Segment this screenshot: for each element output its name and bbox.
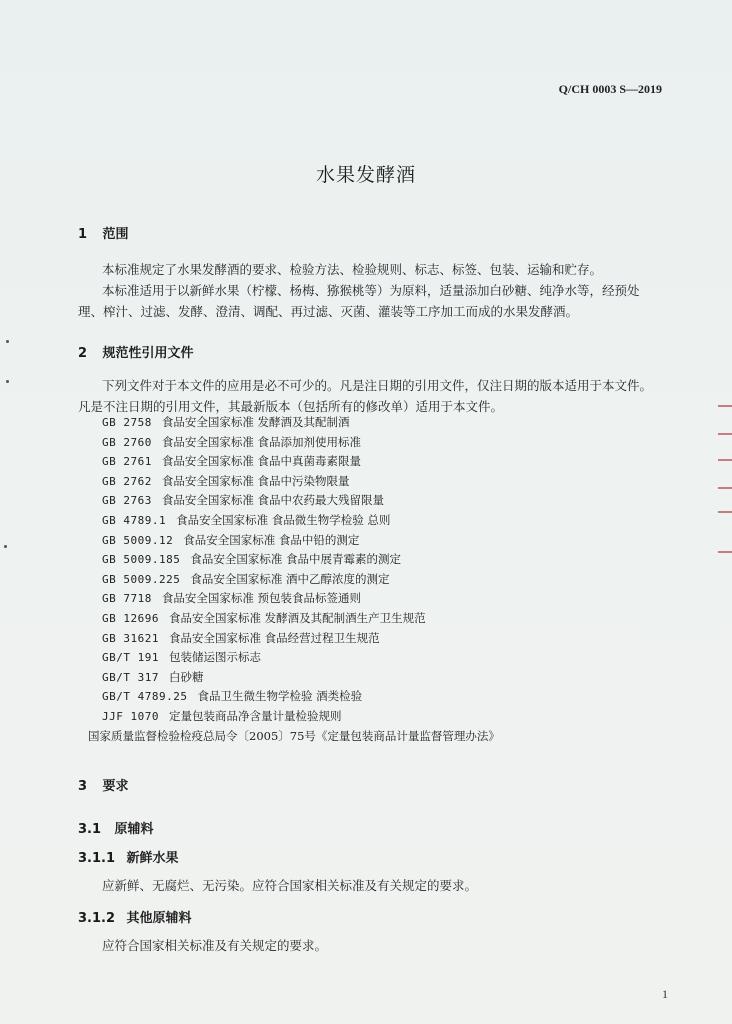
- reference-title: 食品安全国家标准 食品微生物学检验 总则: [176, 512, 391, 527]
- document-code: Q/CH 0003 S—2019: [558, 82, 662, 96]
- section-title: 其他原辅料: [126, 911, 192, 926]
- scan-speck: [6, 380, 9, 383]
- reference-list: [88, 413, 500, 746]
- paragraph-continuation: 理、榨汁、过滤、发酵、澄清、调配、再过滤、灭菌、灌装等工序加工而成的水果发酵酒。: [78, 304, 579, 319]
- section-number: 3.1.1: [78, 851, 116, 866]
- reference-code: GB/T 4789.25: [102, 690, 188, 704]
- scan-edge-mark: [718, 405, 732, 555]
- reference-title: 食品安全国家标准 食品中农药最大残留限量: [161, 493, 385, 508]
- reference-title: 定量包装商品净含量计量检验规则: [168, 708, 342, 723]
- reference-code: GB 2761: [102, 455, 152, 469]
- reference-code: GB 5009.12: [102, 533, 174, 547]
- reference-item: [102, 491, 500, 511]
- paragraph: 本标准规定了水果发酵酒的要求、检验方法、检验规则、标志、标签、包装、运输和贮存。: [102, 262, 603, 277]
- scan-speck: [6, 340, 9, 343]
- section-3-1-2-body: [78, 935, 668, 956]
- section-title: 规范性引用文件: [102, 346, 194, 361]
- reference-item: [102, 433, 500, 453]
- section-1-heading: [78, 223, 129, 242]
- reference-title: 食品安全国家标准 食品中展青霉素的测定: [190, 552, 402, 567]
- section-3-1-1-heading: [78, 847, 179, 866]
- reference-code: GB 5009.185: [102, 553, 181, 567]
- reference-item: [102, 609, 500, 629]
- page-number: 1: [662, 987, 668, 1001]
- paragraph-continuation: 凡是不注日期的引用文件，其最新版本（包括所有的修改单）适用于本文件。: [78, 399, 504, 414]
- reference-item: [102, 648, 500, 668]
- reference-item: [102, 687, 500, 707]
- section-number: 3.1.2: [78, 911, 116, 926]
- reference-item: [102, 707, 500, 727]
- reference-title: 包装储运图示标志: [168, 650, 261, 665]
- reference-code: GB 2763: [102, 494, 152, 508]
- reference-code: GB 5009.225: [102, 572, 181, 586]
- reference-code: GB 12696: [102, 611, 159, 625]
- paragraph: 应符合国家相关标准及有关规定的要求。: [102, 938, 328, 953]
- reference-item: [102, 531, 500, 551]
- reference-title: 白砂糖: [168, 669, 204, 684]
- section-number: 3.1: [78, 822, 102, 837]
- section-number: 2: [78, 346, 88, 361]
- reference-item: [102, 472, 500, 492]
- reference-code: GB 2762: [102, 474, 152, 488]
- section-2-heading: [78, 342, 194, 361]
- reference-item: 国家质量监督检验检疫总局令〔2005〕75号《定量包装商品计量监督管理办法》: [88, 728, 500, 743]
- reference-code: GB 4789.1: [102, 513, 167, 527]
- section-number: 1: [78, 227, 88, 242]
- reference-title: 食品安全国家标准 发酵酒及其配制酒生产卫生规范: [168, 610, 426, 625]
- paragraph: 本标准适用于以新鲜水果（柠檬、杨梅、猕猴桃等）为原料，适量添加白砂糖、纯净水等，经预处: [102, 283, 640, 298]
- reference-code: GB 2758: [102, 416, 152, 429]
- section-3-1-heading: [78, 818, 154, 837]
- scan-speck: [4, 545, 7, 548]
- reference-title: 食品卫生微生物学检验 酒类检验: [197, 689, 363, 704]
- reference-code: GB/T 317: [102, 670, 159, 684]
- reference-code: GB 31621: [102, 631, 159, 645]
- section-title: 原辅料: [114, 822, 154, 837]
- reference-title: 食品安全国家标准 食品中真菌毒素限量: [161, 454, 362, 469]
- reference-code: GB 2760: [102, 435, 152, 449]
- section-3-heading: [78, 775, 129, 794]
- section-title: 范围: [102, 227, 129, 242]
- reference-title: 食品安全国家标准 食品中污染物限量: [161, 473, 350, 488]
- reference-item: [102, 668, 500, 688]
- reference-title: 食品安全国家标准 食品添加剂使用标准: [161, 434, 362, 449]
- section-2-intro: [78, 375, 668, 417]
- reference-title: 食品安全国家标准 食品经营过程卫生规范: [168, 630, 380, 645]
- paragraph: 下列文件对于本文件的应用是必不可少的。凡是注日期的引用文件，仅注日期的版本适用于本文件。: [102, 378, 653, 393]
- section-title: 新鲜水果: [126, 851, 179, 866]
- reference-code: JJF 1070: [102, 709, 159, 723]
- section-3-1-2-heading: [78, 907, 192, 926]
- reference-item: [102, 452, 500, 472]
- paragraph: 应新鲜、无腐烂、无污染。应符合国家相关标准及有关规定的要求。: [102, 878, 478, 893]
- section-title: 要求: [102, 779, 129, 794]
- reference-title: 食品安全国家标准 食品中铅的测定: [183, 532, 360, 547]
- reference-item: [102, 550, 500, 570]
- document-title: 水果发酵酒: [315, 164, 416, 186]
- reference-item: [102, 589, 500, 609]
- reference-item: [102, 413, 500, 433]
- reference-item: [102, 629, 500, 649]
- reference-code: GB/T 191: [102, 651, 159, 665]
- reference-item: [102, 511, 500, 531]
- section-3-1-1-body: [78, 875, 668, 896]
- section-number: 3: [78, 779, 88, 794]
- reference-title: 食品安全国家标准 酒中乙醇浓度的测定: [190, 571, 390, 586]
- section-1-body: [78, 259, 668, 322]
- reference-title: 食品安全国家标准 发酵酒及其配制酒: [161, 415, 350, 429]
- reference-code: GB 7718: [102, 592, 152, 606]
- reference-title: 食品安全国家标准 预包装食品标签通则: [161, 591, 362, 606]
- reference-item: [102, 570, 500, 590]
